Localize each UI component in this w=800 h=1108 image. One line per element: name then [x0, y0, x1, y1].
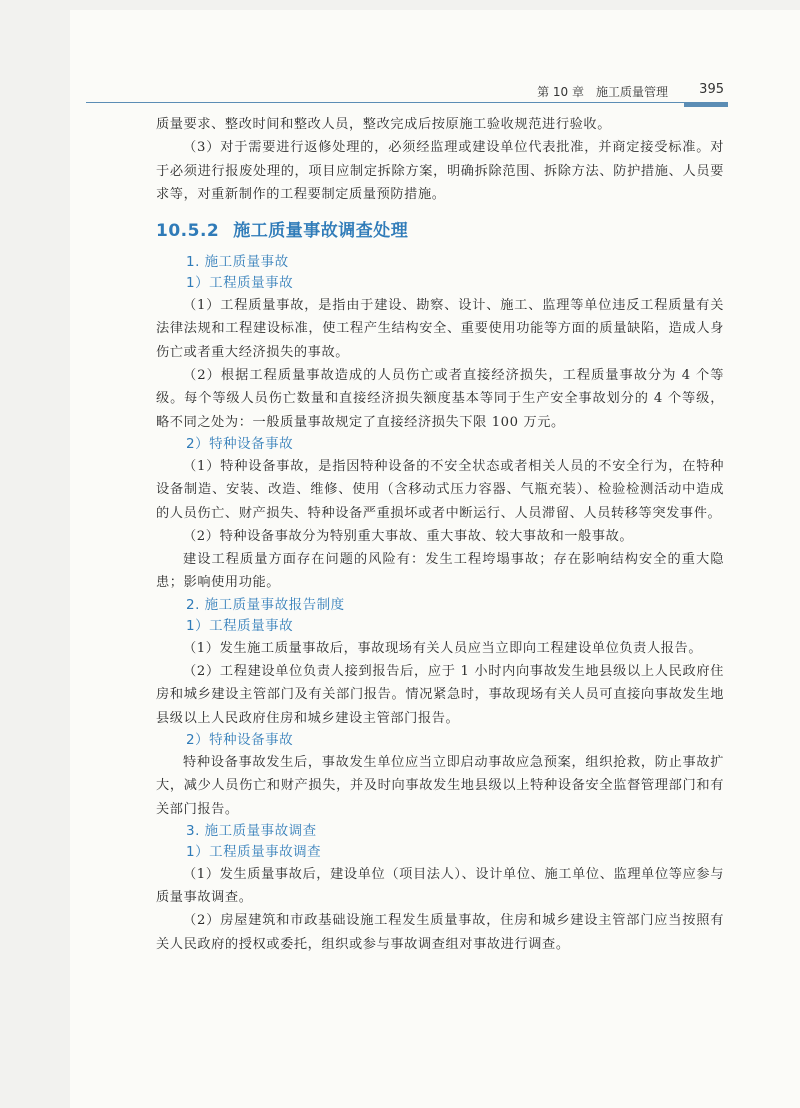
paragraph: 质量要求、整改时间和整改人员，整改完成后按原施工验收规范进行验收。 [156, 117, 611, 132]
sub-subsection-heading: 2）特种设备事故 [186, 731, 294, 748]
sub-subsection-heading: 2）特种设备事故 [186, 435, 294, 452]
chapter-title: 第 10 章 施工质量管理 [537, 85, 668, 99]
subsection-heading: 2. 施工质量事故报告制度 [186, 596, 345, 613]
paragraph: 建设工程质量方面存在问题的风险有：发生工程垮塌事故；存在影响结构安全的重大隐患；影响使用功能。 [156, 552, 724, 591]
paragraph: （2）特种设备事故分为特别重大事故、重大事故、较大事故和一般事故。 [183, 528, 634, 544]
section-title: 施工质量事故调查处理 [233, 221, 409, 242]
subsection-heading: 3. 施工质量事故调查 [186, 822, 317, 839]
sub-subsection-heading: 1）工程质量事故 [186, 275, 294, 292]
paragraph: （1）发生施工质量事故后，事故现场有关人员应当立即向工程建设单位负责人报告。 [183, 640, 703, 656]
paragraph: （2）房屋建筑和市政基础设施工程发生质量事故，住房和城乡建设主管部门应当按照有关人民政府的授权或委托，组织或参与事故调查组对事故进行调查。 [156, 913, 724, 952]
page-body [156, 113, 724, 956]
running-header [86, 80, 728, 103]
page-number: 395 [699, 82, 724, 97]
sub-subsection-heading: 1）工程质量事故 [186, 617, 294, 634]
header-accent-bar [684, 103, 728, 107]
section-heading [156, 216, 724, 241]
section-number: 10.5.2 [156, 221, 220, 242]
sub-subsection-heading: 1）工程质量事故调查 [186, 843, 322, 860]
paragraph: （3）对于需要进行返修处理的，必须经监理或建设单位代表批准，并商定接受标准。对于必须进行报废处理的，项目应制定拆除方案，明确拆除范围、拆除方法、防护措施、人员要求等，对重新制作的工程要制定质量预防措施。 [156, 140, 724, 202]
paragraph: （1）发生质量事故后，建设单位（项目法人）、设计单位、施工单位、监理单位等应参与质量事故调查。 [156, 866, 724, 906]
subsection-heading: 1. 施工质量事故 [186, 254, 289, 271]
paragraph: （1）工程质量事故，是指由于建设、勘察、设计、施工、监理等单位违反工程质量有关法律法规和工程建设标准，使工程产生结构安全、重要使用功能等方面的质量缺陷，造成人身伤亡或者重大经济损失的事故。 [156, 298, 724, 360]
paragraph: 特种设备事故发生后，事故发生单位应当立即启动事故应急预案，组织抢救，防止事故扩大，减少人员伤亡和财产损失，并及时向事故发生地县级以上特种设备安全监督管理部门和有关部门报告。 [156, 754, 724, 817]
paragraph: （2）工程建设单位负责人接到报告后，应于 1 小时内向事故发生地县级以上人民政府住房和城乡建设主管部门及有关部门报告。情况紧急时，事故现场有关人员可直接向事故发生地县级以上人民政府住房和城乡建设主管部门报告。 [156, 664, 724, 726]
paragraph: （2）根据工程质量事故造成的人员伤亡或者直接经济损失，工程质量事故分为 4 个等级。每个等级人员伤亡数量和直接经济损失额度基本等同于生产安全事故划分的 4 个等级，略不同之处为：一般质量事故规定了直接经济损失下限 100 万元。 [156, 368, 724, 430]
paragraph: （1）特种设备事故，是指因特种设备的不安全状态或者相关人员的不安全行为，在特种设备制造、安装、改造、维修、使用（含移动式压力容器、气瓶充装）、检验检测活动中造成的人员伤亡、财产损失、特种设备严重损坏或者中断运行、人员滞留、人员转移等突发事件。 [156, 458, 724, 521]
